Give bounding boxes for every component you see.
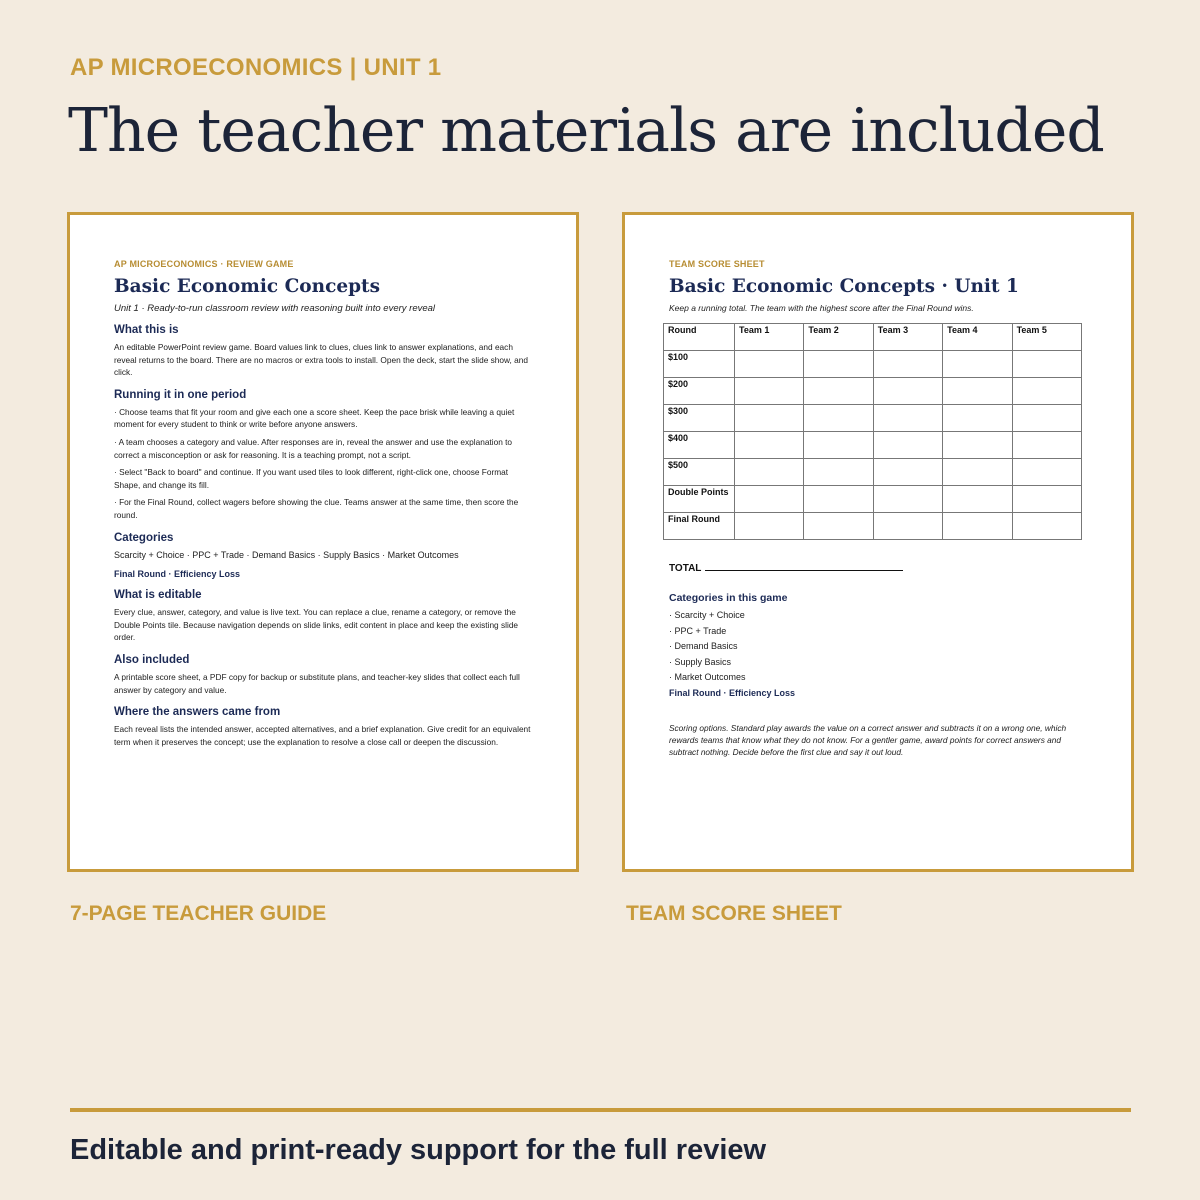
score-cell — [804, 405, 873, 432]
list-item: · Supply Basics — [669, 656, 732, 667]
round-label: Double Points — [664, 486, 735, 513]
sheet-caption: TEAM SCORE SHEET — [626, 902, 842, 925]
score-cell — [873, 459, 942, 486]
round-label: $300 — [664, 405, 735, 432]
score-cell — [1012, 486, 1081, 513]
teacher-guide-content — [114, 259, 532, 748]
score-cell — [943, 432, 1012, 459]
list-item: · PPC + Trade — [669, 625, 727, 636]
score-cell — [943, 405, 1012, 432]
list-item: · Demand Basics — [669, 641, 738, 651]
score-cell — [735, 486, 804, 513]
guide-running-item: · For the Final Round, collect wagers before showing the clue. Teams answer at the same time, then score the round. — [114, 497, 519, 520]
score-cell — [943, 486, 1012, 513]
guide-running-item: · Choose teams that fit your room and give each one a score sheet. Keep the pace brisk while leaving a quiet moment for every student to think or write before anyone answers. — [114, 406, 515, 430]
total-label: TOTAL — [669, 563, 702, 574]
teacher-guide-preview — [67, 212, 579, 872]
score-cell — [873, 405, 942, 432]
score-cell — [1012, 513, 1081, 540]
guide-title: Basic Economic Concepts — [114, 276, 381, 297]
score-cell — [943, 378, 1012, 405]
round-label: Final Round — [664, 513, 735, 540]
guide-editable-text: Every clue, answer, category, and value is live text. You can replace a clue, rename a category, or remove the Double Points tile. Because navigation depends on slide links, edit content in place and keep the existing slide order. — [114, 607, 519, 643]
score-cell — [873, 486, 942, 513]
score-table-header: Team 5 — [1012, 324, 1081, 351]
score-cell — [943, 513, 1012, 540]
score-cell — [943, 351, 1012, 378]
guide-also-heading: Also included — [114, 653, 190, 666]
footer-divider — [70, 1108, 1131, 1112]
sheet-final-round: Final Round · Efficiency Loss — [669, 687, 796, 698]
guide-final-round: Final Round · Efficiency Loss — [114, 569, 241, 580]
guide-running-item: · Select "Back to board" and continue. If you want used tiles to look different, right-click one, choose Format Shape, and change its fill. — [114, 467, 509, 490]
score-cell — [943, 459, 1012, 486]
list-item: · Scarcity + Choice — [669, 610, 745, 620]
table-row — [664, 459, 1082, 486]
sheet-title: Basic Economic Concepts · Unit 1 — [669, 276, 1019, 297]
score-cell — [873, 378, 942, 405]
guide-subtitle: Unit 1 · Ready-to-run classroom review with reasoning built into every reveal — [114, 303, 436, 314]
guide-running-item: · A team chooses a category and value. After responses are in, reveal the answer and use the explanation to correct a misconception or ask for reasoning. It is a teaching prompt, not a script. — [114, 436, 513, 460]
guide-kicker: AP MICROECONOMICS · REVIEW GAME — [114, 259, 294, 269]
table-row — [664, 486, 1082, 513]
score-table-header: Team 1 — [735, 324, 804, 351]
score-cell — [735, 351, 804, 378]
table-row — [664, 513, 1082, 540]
round-label: $500 — [664, 459, 735, 486]
footer-tagline: Editable and print-ready support for the full review — [70, 1134, 767, 1166]
score-cell — [804, 513, 873, 540]
sheet-categories-list — [669, 608, 1087, 686]
score-table-header: Team 2 — [804, 324, 873, 351]
guide-editable-heading: What is editable — [114, 589, 202, 602]
guide-categories-text: Scarcity + Choice · PPC + Trade · Demand Basics · Supply Basics · Market Outcomes — [114, 549, 459, 560]
guide-caption: 7-PAGE TEACHER GUIDE — [70, 902, 327, 925]
score-cell — [1012, 405, 1081, 432]
score-cell — [735, 432, 804, 459]
sheet-categories-heading: Categories in this game — [669, 592, 788, 604]
total-blanks — [705, 562, 903, 571]
score-cell — [1012, 432, 1081, 459]
guide-answers-text: Each reveal lists the intended answer, accepted alternatives, and a brief explanation. Give credit for an equivalent term when it preserves the concept; use the explanation to resolve a close call or deepen the discussion. — [114, 724, 531, 747]
score-cell — [804, 432, 873, 459]
score-sheet-preview — [622, 212, 1134, 872]
list-item: · Market Outcomes — [669, 672, 746, 682]
score-cell — [804, 378, 873, 405]
score-cell — [1012, 459, 1081, 486]
guide-what-text: An editable PowerPoint review game. Board values link to clues, clues link to answer explanations, and each reveal returns to the board. There are no macros or extra tools to install. Open the deck, start the slide show, and click. — [114, 342, 528, 378]
score-cell — [804, 459, 873, 486]
guide-categories-heading: Categories — [114, 531, 174, 544]
score-cell — [804, 351, 873, 378]
table-row — [664, 351, 1082, 378]
score-cell — [1012, 378, 1081, 405]
score-cell — [735, 378, 804, 405]
page-headline: The teacher materials are included — [68, 96, 1104, 166]
score-table-header: Team 3 — [873, 324, 942, 351]
round-label: $100 — [664, 351, 735, 378]
table-row — [664, 405, 1082, 432]
round-label: $200 — [664, 378, 735, 405]
table-row — [664, 378, 1082, 405]
score-cell — [873, 351, 942, 378]
score-cell — [735, 459, 804, 486]
score-cell — [804, 486, 873, 513]
guide-running-heading: Running it in one period — [114, 388, 247, 401]
guide-also-text: A printable score sheet, a PDF copy for backup or substitute plans, and teacher-key slides that collect each full answer by category and value. — [114, 671, 520, 695]
score-cell — [735, 513, 804, 540]
total-line — [669, 562, 1087, 574]
sheet-kicker: TEAM SCORE SHEET — [669, 259, 765, 269]
score-table — [663, 323, 1082, 540]
score-table-header-row — [664, 324, 1082, 351]
sheet-subtitle: Keep a running total. The team with the highest score after the Final Round wins. — [669, 303, 974, 313]
guide-what-heading: What this is — [114, 324, 179, 336]
round-label: $400 — [664, 432, 735, 459]
guide-answers-heading: Where the answers came from — [114, 706, 281, 719]
header-kicker: AP MICROECONOMICS | UNIT 1 — [70, 54, 442, 81]
score-table-header: Team 4 — [943, 324, 1012, 351]
scoring-note: Scoring options. Standard play awards the value on a correct answer and subtracts it on a wrong one, which rewards teams that know what they do not know. For a gentler game, award points for correct answers and subtract nothing. Decide before the first clue and say it out loud. — [669, 722, 1067, 758]
score-cell — [873, 513, 942, 540]
score-cell — [873, 432, 942, 459]
score-table-header: Round — [664, 324, 735, 351]
score-sheet-content — [669, 259, 1087, 759]
score-cell — [735, 405, 804, 432]
table-row — [664, 432, 1082, 459]
score-cell — [1012, 351, 1081, 378]
